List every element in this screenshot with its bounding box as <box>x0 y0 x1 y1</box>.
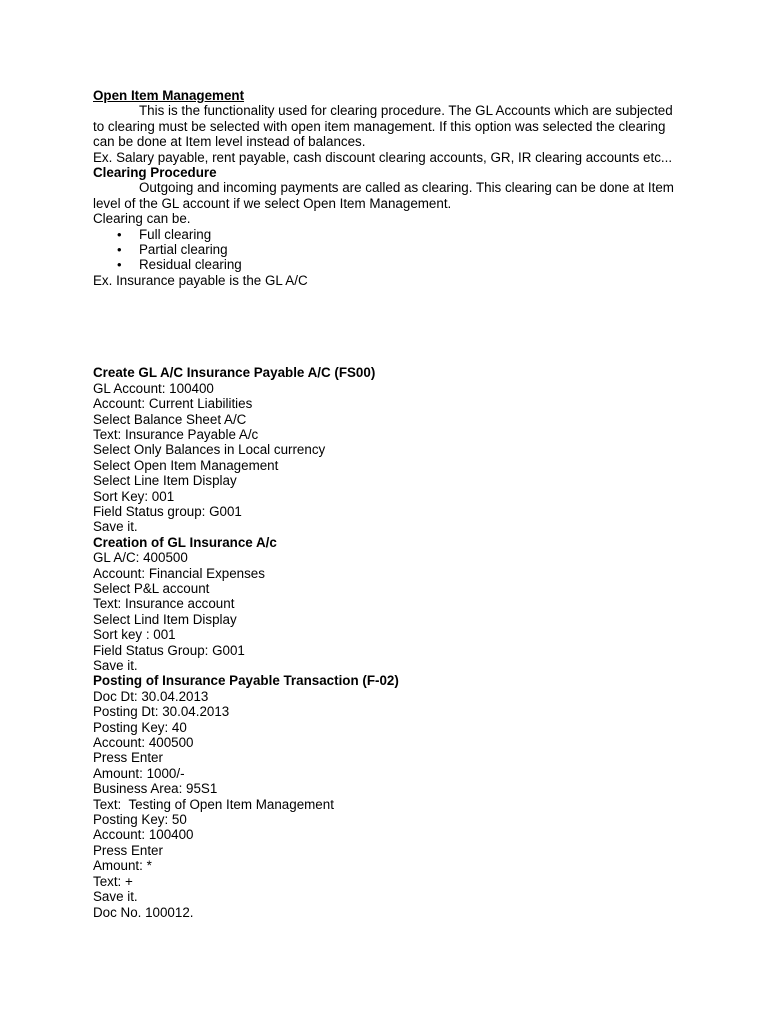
creation-gl-insurance-steps <box>93 550 683 673</box>
section-title-open-item-management: Open Item Management <box>93 88 245 103</box>
document-body <box>93 88 683 920</box>
paragraph-clearing-example: Ex. Insurance payable is the GL A/C <box>93 272 308 288</box>
bullet-icon: • <box>117 242 122 258</box>
step-line: Amount: 1000/- <box>93 765 185 781</box>
step-line: Field Status group: G001 <box>93 503 242 519</box>
step-line: Doc Dt: 30.04.2013 <box>93 688 209 704</box>
step-line: Save it. <box>93 658 138 673</box>
paragraph-clearing-intro: Clearing can be. <box>93 211 191 227</box>
step-line: Posting Dt: 30.04.2013 <box>93 704 230 720</box>
step-line: Sort key : 001 <box>93 627 176 643</box>
step-line: GL A/C: 400500 <box>93 550 188 566</box>
step-line: Save it. <box>93 889 138 905</box>
step-line: Field Status Group: G001 <box>93 642 245 658</box>
step-line: Posting Key: 40 <box>93 719 187 735</box>
bullet-icon: • <box>117 226 122 242</box>
create-gl-payable-steps <box>93 381 683 535</box>
step-line: Select Line Item Display <box>93 473 237 489</box>
step-line: Account: 100400 <box>93 827 194 843</box>
section-title-posting-transaction: Posting of Insurance Payable Transaction (F-02) <box>93 673 399 689</box>
posting-transaction-steps <box>93 689 683 920</box>
step-line: Account: Current Liabilities <box>93 396 253 412</box>
list-item-label: Residual clearing <box>139 257 242 273</box>
paragraph-open-item-description: This is the functionality used for clearing procedure. The GL Accounts which are subjected to clearing must be selected with open item management. If this option was selected the clearing can be done at Item level instead of balances. <box>93 103 677 150</box>
clearing-types-list <box>93 227 683 273</box>
step-line: Sort Key: 001 <box>93 488 175 504</box>
step-line: Text: Testing of Open Item Management <box>93 796 334 812</box>
paragraph-open-item-example: Ex. Salary payable, rent payable, cash discount clearing accounts, GR, IR clearing accounts etc... <box>93 149 673 165</box>
step-line: Select Only Balances in Local currency <box>93 442 326 458</box>
step-line: Select P&L account <box>93 580 210 596</box>
step-line: Select Balance Sheet A/C <box>93 411 247 427</box>
section-title-creation-gl-insurance: Creation of GL Insurance A/c <box>93 534 277 550</box>
paragraph-clearing-description: Outgoing and incoming payments are called as clearing. This clearing can be done at Item level of the GL account if we select Open Item Management. <box>93 180 678 211</box>
step-line: Account: 400500 <box>93 735 194 751</box>
step-line: Doc No. 100012. <box>93 904 194 920</box>
step-line: Save it. <box>93 519 138 535</box>
step-line: Select Lind Item Display <box>93 611 237 627</box>
list-item-residual-clearing <box>93 257 683 272</box>
step-line: Text: Insurance Payable A/c <box>93 426 259 442</box>
step-line: Amount: * <box>93 858 152 874</box>
step-line: Press Enter <box>93 842 163 858</box>
blank-space <box>93 288 683 365</box>
list-item-partial-clearing <box>93 242 683 257</box>
section-title-create-gl-payable: Create GL A/C Insurance Payable A/C (FS00) <box>93 365 376 381</box>
bullet-icon: • <box>117 257 122 273</box>
step-line: Posting Key: 50 <box>93 812 187 828</box>
list-item-label: Partial clearing <box>139 242 228 258</box>
step-line: Business Area: 95S1 <box>93 781 218 797</box>
step-line: Press Enter <box>93 750 163 766</box>
step-line: Text: + <box>93 873 133 889</box>
step-line: Select Open Item Management <box>93 457 279 473</box>
step-line: GL Account: 100400 <box>93 380 214 396</box>
step-line: Account: Financial Expenses <box>93 565 265 581</box>
list-item-full-clearing <box>93 227 683 242</box>
step-line: Text: Insurance account <box>93 596 235 612</box>
list-item-label: Full clearing <box>139 226 212 242</box>
section-title-clearing-procedure: Clearing Procedure <box>93 165 217 181</box>
